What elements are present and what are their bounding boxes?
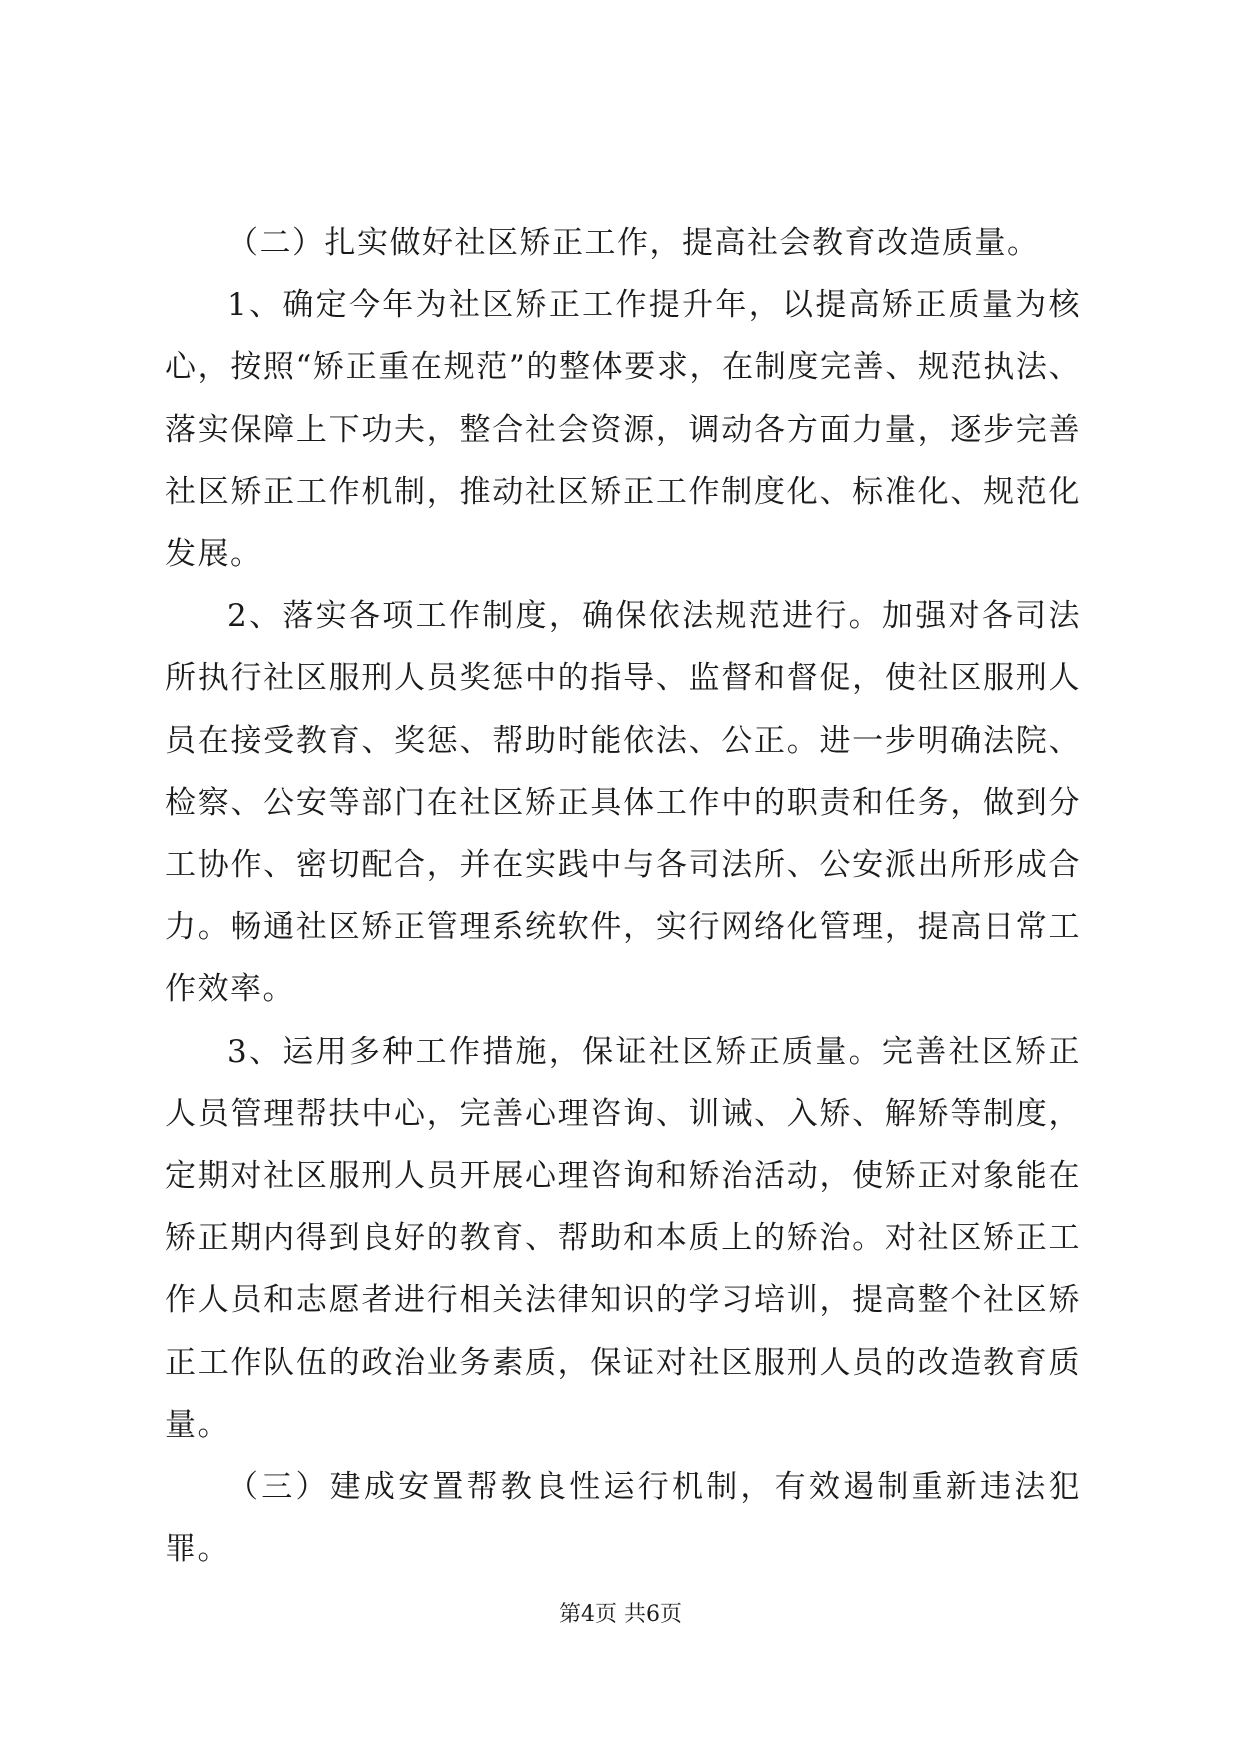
page-footer — [0, 1600, 1241, 1630]
section-heading-3: （三）建成安置帮教良性运行机制，有效遏制重新违法犯罪。 — [165, 1469, 1081, 1568]
document-body — [165, 212, 1081, 1580]
paragraph-item-2: 2、落实各项工作制度，确保依法规范进行。加强对各司法所执行社区服刑人员奖惩中的指导、监督和督促，使社区服刑人员在接受教育、奖惩、帮助时能依法、公正。进一步明确法院、检察、公安等部门在社区矫正具体工作中的职责和任务，做到分工协作、密切配合，并在实践中与各司法所、公安派出所形成合力。畅通社区矫正管理系统软件，实行网络化管理，提高日常工作效率。 — [165, 598, 1081, 1008]
paragraph-item-1: 1、确定今年为社区矫正工作提升年，以提高矫正质量为核心，按照“矫正重在规范”的整体要求，在制度完善、规范执法、落实保障上下功夫，整合社会资源，调动各方面力量，逐步完善社区矫正工作机制，推动社区矫正工作制度化、标准化、规范化发展。 — [165, 287, 1081, 573]
section-heading-2: （二）扎实做好社区矫正工作，提高社会教育改造质量。 — [227, 225, 1040, 261]
paragraph-item-3: 3、运用多种工作措施，保证社区矫正质量。完善社区矫正人员管理帮扶中心，完善心理咨询、训诫、入矫、解矫等制度，定期对社区服刑人员开展心理咨询和矫治活动，使矫正对象能在矫正期内得到良好的教育、帮助和本质上的矫治。对社区矫正工作人员和志愿者进行相关法律知识的学习培训，提高整个社区矫正工作队伍的政治业务素质，保证对社区服刑人员的改造教育质量。 — [165, 1033, 1081, 1443]
page-number-label: 第4页 共6页 — [559, 1602, 682, 1627]
